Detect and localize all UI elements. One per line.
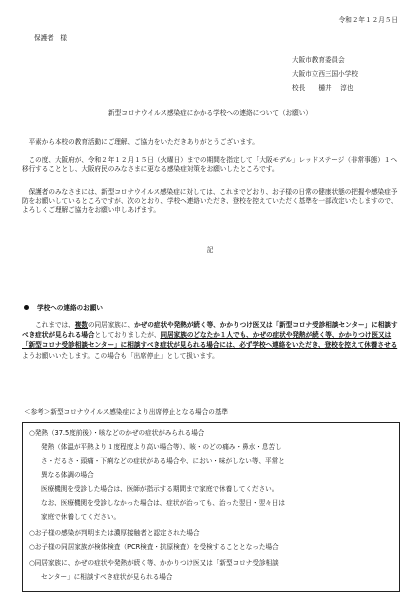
section-heading — [24, 304, 103, 313]
p1-part-a: これまでは、 — [35, 321, 75, 329]
p1-emph-request: 同居家族のどなたか１人でも、かぜの症状や発熱が続く等、かかりつけ医又は「新型コロナ受診相談センター」に相談すべき症状が見られる場合には、必ず学校へ連絡をいただき、登校を控えて休養させる — [22, 331, 398, 350]
recipient: 保護者 様 — [34, 34, 67, 42]
document-date: 令和２年１２月５日 — [338, 16, 398, 24]
intro-paragraph-2: この度、大阪府が、令和２年１２月１５日（火曜日）までの期間を指定して「大阪モデル」レッドステージ（非常事態）１へ移行することとし、大阪府民のみなさまに更なる感染症対策をお願いしたところです。 — [22, 156, 398, 173]
reference-line-5: 医療機関を受診した場合は、医師が指示する期間まで家庭で休養してください。 — [41, 485, 279, 493]
reference-line-8: ○お子様の感染が判明または濃厚接触者と認定された場合 — [29, 529, 200, 537]
reference-line-7: 家庭で休養してください。 — [41, 513, 121, 521]
sender-school: 大阪市立西三国小学校 — [292, 70, 358, 78]
p1-part-g: ようお願いいたします。この場合も「出席停止」として扱います。 — [22, 351, 219, 360]
ki-marker: 記 — [206, 246, 214, 254]
reference-line-3: さ・だるさ・頭痛・下痢などの症状がある場合や、におい・味がしない等、平常と — [41, 457, 285, 465]
bullet-icon — [24, 305, 29, 310]
reference-box — [22, 422, 400, 592]
reference-line-11: センター」に相談すべき症状が見られる場合 — [41, 573, 173, 581]
p1-emph-condition: かぜの症状や発熱が続く等、かかりつけ医又は「新型コロナ受診相談センター」に相談すべき症状が見られる場合 — [22, 321, 398, 340]
intro-paragraph-3: 保護者のみなさまには、新型コロナウイルス感染症に対しては、これまでどおり、お子様の日常の健康状態の把握や感染症予防をお願いしているところですが、次のとおり、学校へ連絡いただき、登校を控えていただく基準を一部改定いたしますので、よろしくご理解ご協力をお願い申しあげます。 — [22, 188, 398, 214]
reference-line-9: ○お子様の同居家族が検体検査（PCR検査・抗原検査）を受検することとなった場合 — [29, 543, 279, 551]
section-heading-text: 学校への連絡のお願い — [37, 304, 103, 312]
intro-paragraph-1: 平素から本校の教育活動にご理解、ご協力をいただきありがとうございます。 — [28, 138, 259, 146]
reference-line-1: ○発熱（37.5度前後）・咳などのかぜの症状がみられる場合 — [29, 429, 205, 437]
reference-line-6: なお、医療機関を受診しなかった場合は、症状が治っても、治った翌日・翌々日は — [41, 499, 285, 507]
reference-line-2: 発熱（体温が平熱より１度程度より高い場合等）、咳・のどの痛み・鼻水・息苦し — [41, 443, 282, 451]
p1-part-c: の同居家族に、 — [87, 321, 135, 329]
reference-title: ＜参考＞新型コロナウイルス感染症により出席停止となる場合の基準 — [24, 408, 229, 416]
p1-emph-multiple: 複数 — [74, 321, 88, 329]
reference-line-4: 異なる体調の場合 — [41, 471, 94, 479]
sender-org: 大阪市教育委員会 — [292, 56, 345, 64]
document-title: 新型コロナウイルス感染症にかかる学校への連絡について（お願い） — [108, 109, 312, 117]
reference-line-10: ○同居家族に、かぜの症状や発熱が続く等、かかりつけ医又は「新型コロナ受診相談 — [29, 559, 279, 567]
section-body — [22, 320, 402, 361]
p1-part-e: としておりましたが、 — [94, 331, 161, 340]
sender-principal: 校長 樋井 淳也 — [292, 84, 354, 92]
